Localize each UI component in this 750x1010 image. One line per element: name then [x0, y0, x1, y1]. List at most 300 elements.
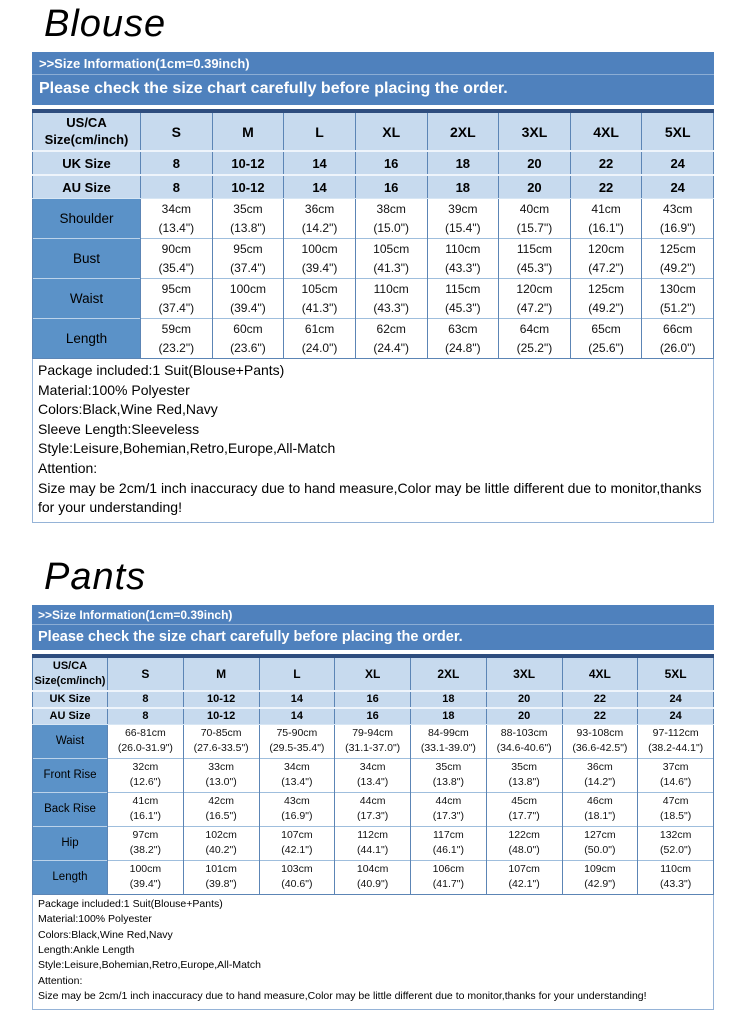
value-inch: (14.6") — [660, 776, 692, 789]
size-column-header: 5XL — [642, 111, 714, 151]
measurement-value-cell — [355, 319, 427, 359]
value-inch: (17.3") — [432, 810, 464, 823]
value-cm: 125cm — [588, 281, 625, 296]
conversion-value-cell: 16 — [335, 708, 411, 725]
value-inch: (17.3") — [357, 810, 389, 823]
size-column-header: S — [108, 656, 184, 691]
value-inch: (38.2-44.1") — [648, 742, 704, 755]
blouse-size-info-label: >>Size Information(1cm=0.39inch) — [32, 52, 714, 75]
measurement-value-cell — [486, 758, 562, 792]
measurement-value-cell — [499, 319, 571, 359]
value-cm: 41cm — [591, 201, 621, 216]
value-cm: 35cm — [233, 201, 263, 216]
value-cm: 97-112cm — [652, 726, 699, 739]
value-cm: 59cm — [161, 321, 191, 336]
value-inch: (33.1-39.0") — [420, 742, 476, 755]
value-cm: 100cm — [301, 241, 338, 256]
measurement-value-cell — [259, 792, 335, 826]
conversion-value-cell: 10-12 — [212, 175, 284, 199]
value-cm: 115cm — [445, 281, 481, 296]
conversion-value-cell: 16 — [355, 151, 427, 175]
measurement-row — [33, 199, 714, 239]
value-inch: (40.6") — [281, 878, 313, 891]
value-cm: 125cm — [659, 241, 696, 256]
conversion-row-label: AU Size — [33, 175, 141, 199]
value-inch: (47.2") — [588, 260, 624, 275]
value-inch: (29.5-35.4") — [269, 742, 325, 755]
header-row — [33, 111, 714, 151]
value-inch: (40.2") — [205, 844, 237, 857]
corner-header-line2: Size(cm/inch) — [44, 131, 129, 147]
conversion-value-cell: 18 — [427, 151, 499, 175]
value-cm: 35cm — [435, 760, 462, 773]
value-inch: (15.4") — [445, 220, 481, 235]
value-cm: 41cm — [132, 794, 159, 807]
value-cm: 105cm — [301, 281, 338, 296]
conversion-value-cell: 14 — [284, 175, 356, 199]
value-cm: 120cm — [588, 241, 625, 256]
measurement-value-cell — [335, 758, 411, 792]
size-column-header: 3XL — [486, 656, 562, 691]
info-line: Colors:Black,Wine Red,Navy — [38, 401, 218, 418]
measurement-value-cell — [562, 860, 638, 894]
info-line: Package included:1 Suit(Blouse+Pants) — [38, 897, 223, 910]
measurement-value-cell — [212, 279, 284, 319]
value-inch: (15.7") — [516, 220, 553, 235]
conversion-value-cell: 20 — [499, 151, 571, 175]
conversion-value-cell: 8 — [108, 691, 184, 708]
measurement-value-cell — [638, 724, 714, 758]
value-inch: (24.4") — [373, 340, 409, 355]
measurement-value-cell — [499, 279, 571, 319]
conversion-value-cell: 16 — [335, 691, 411, 708]
corner-header-line1: US/CA — [52, 660, 88, 673]
value-cm: 45cm — [511, 794, 537, 807]
measurement-value-cell — [642, 319, 714, 359]
measurement-value-cell — [638, 758, 714, 792]
value-inch: (16.9") — [659, 220, 696, 235]
measurement-row-label: Waist — [33, 724, 108, 758]
measurement-value-cell — [562, 826, 638, 860]
value-cm: 42cm — [208, 794, 234, 807]
value-cm: 34cm — [284, 760, 310, 773]
measurement-row-label: Length — [33, 319, 141, 359]
value-cm: 106cm — [432, 862, 465, 875]
value-cm: 100cm — [129, 862, 162, 875]
measurement-value-cell — [411, 724, 487, 758]
measurement-row — [33, 758, 714, 792]
value-cm: 122cm — [508, 828, 540, 841]
value-cm: 63cm — [448, 321, 478, 336]
value-cm: 110cm — [660, 862, 691, 875]
measurement-value-cell — [284, 239, 356, 279]
size-conversion-row — [33, 175, 714, 199]
measurement-row-label: Waist — [33, 279, 141, 319]
measurement-value-cell — [427, 319, 499, 359]
value-inch: (50.0") — [584, 844, 616, 857]
pants-notice-text: Please check the size chart carefully before placing the order. — [38, 628, 463, 645]
value-cm: 104cm — [356, 862, 389, 875]
size-column-header: L — [259, 656, 335, 691]
value-cm: 112cm — [357, 828, 388, 841]
value-cm: 44cm — [435, 794, 462, 807]
corner-header-cell — [33, 111, 141, 151]
measurement-value-cell — [284, 279, 356, 319]
value-inch: (42.9") — [584, 878, 616, 891]
measurement-value-cell — [486, 724, 562, 758]
value-inch: (13.4") — [158, 220, 195, 235]
conversion-value-cell: 8 — [141, 151, 213, 175]
measurement-value-cell — [183, 724, 259, 758]
value-inch: (15.0") — [373, 220, 409, 235]
measurement-value-cell — [108, 724, 184, 758]
value-inch: (37.4") — [230, 260, 266, 275]
value-cm: 79-94cm — [352, 726, 394, 739]
value-inch: (44.1") — [357, 844, 389, 857]
measurement-value-cell — [335, 724, 411, 758]
value-cm: 115cm — [516, 241, 552, 256]
measurement-value-cell — [570, 239, 642, 279]
measurement-value-cell — [411, 792, 487, 826]
info-line: Sleeve Length:Sleeveless — [38, 420, 200, 437]
conversion-value-cell: 10-12 — [212, 151, 284, 175]
measurement-value-cell — [638, 826, 714, 860]
value-cm: 127cm — [584, 828, 616, 841]
size-column-header: 2XL — [427, 111, 499, 151]
blouse-title: Blouse — [44, 3, 167, 45]
measurement-value-cell — [562, 792, 638, 826]
measurement-value-cell — [355, 199, 427, 239]
conversion-row-label: UK Size — [33, 151, 141, 175]
value-inch: (16.1") — [588, 220, 624, 235]
value-inch: (25.6") — [588, 340, 624, 355]
measurement-value-cell — [212, 319, 284, 359]
value-cm: 117cm — [433, 828, 464, 841]
value-cm: 95cm — [233, 241, 263, 256]
value-cm: 62cm — [376, 321, 406, 336]
measurement-value-cell — [355, 239, 427, 279]
value-cm: 43cm — [284, 794, 310, 807]
size-column-header: 4XL — [562, 656, 638, 691]
pants-size-info-banner — [32, 605, 714, 650]
measurement-value-cell — [411, 826, 487, 860]
value-inch: (39.4") — [301, 260, 338, 275]
measurement-value-cell — [259, 860, 335, 894]
pants-size-info-label: >>Size Information(1cm=0.39inch) — [32, 605, 714, 625]
measurement-value-cell — [411, 758, 487, 792]
info-line: Material:100% Polyester — [38, 913, 152, 926]
value-cm: 34cm — [161, 201, 191, 216]
value-inch: (45.3") — [445, 300, 481, 315]
info-line: Colors:Black,Wine Red,Navy — [38, 928, 173, 941]
value-cm: 90cm — [161, 241, 191, 256]
measurement-row — [33, 826, 714, 860]
value-inch: (42.1") — [508, 878, 540, 891]
conversion-value-cell: 18 — [427, 175, 499, 199]
measurement-value-cell — [411, 860, 487, 894]
measurement-value-cell — [355, 279, 427, 319]
value-inch: (35.4") — [158, 260, 195, 275]
value-cm: 120cm — [516, 281, 553, 296]
conversion-value-cell: 20 — [486, 691, 562, 708]
conversion-value-cell: 14 — [284, 151, 356, 175]
value-cm: 61cm — [304, 321, 335, 336]
value-cm: 84-99cm — [427, 726, 469, 739]
measurement-value-cell — [108, 860, 184, 894]
pants-size-table — [32, 654, 714, 895]
measurement-row — [33, 860, 714, 894]
info-line: Attention: — [38, 974, 83, 987]
value-inch: (14.2") — [301, 220, 338, 235]
blouse-size-table — [32, 109, 714, 359]
conversion-value-cell: 20 — [499, 175, 571, 199]
value-cm: 46cm — [587, 794, 613, 807]
value-cm: 105cm — [373, 241, 410, 256]
value-cm: 88-103cm — [500, 726, 548, 739]
pants-section — [0, 555, 750, 1010]
value-cm: 102cm — [205, 828, 237, 841]
value-cm: 100cm — [229, 281, 266, 296]
value-inch: (18.1") — [584, 810, 616, 823]
measurement-value-cell — [212, 239, 284, 279]
size-column-header: 2XL — [411, 656, 487, 691]
size-column-header: L — [284, 111, 356, 151]
value-inch: (38.2") — [129, 844, 161, 857]
value-inch: (43.3") — [660, 878, 692, 891]
measurement-row — [33, 724, 714, 758]
measurement-value-cell — [427, 199, 499, 239]
info-line: Material:100% Polyester — [38, 381, 190, 398]
conversion-value-cell: 10-12 — [183, 708, 259, 725]
value-cm: 66-81cm — [124, 726, 166, 739]
measurement-row-label: Shoulder — [33, 199, 141, 239]
value-inch: (18.5") — [660, 810, 692, 823]
measurement-value-cell — [141, 199, 213, 239]
measurement-row — [33, 792, 714, 826]
value-inch: (49.2") — [659, 260, 696, 275]
measurement-value-cell — [486, 792, 562, 826]
value-inch: (12.6") — [129, 776, 161, 789]
measurement-value-cell — [642, 199, 714, 239]
value-inch: (45.3") — [516, 260, 553, 275]
value-cm: 37cm — [662, 760, 689, 773]
size-column-header: 4XL — [570, 111, 642, 151]
conversion-value-cell: 24 — [638, 691, 714, 708]
measurement-value-cell — [108, 792, 184, 826]
measurement-value-cell — [259, 724, 335, 758]
measurement-row-label: Back Rise — [33, 792, 108, 826]
value-inch: (43.3") — [445, 260, 481, 275]
value-inch: (41.3") — [373, 260, 409, 275]
value-inch: (16.9") — [281, 810, 313, 823]
value-cm: 60cm — [233, 321, 263, 336]
value-inch: (39.8") — [205, 878, 237, 891]
conversion-value-cell: 18 — [411, 691, 487, 708]
value-cm: 65cm — [591, 321, 621, 336]
value-cm: 36cm — [587, 760, 613, 773]
measurement-value-cell — [335, 826, 411, 860]
value-inch: (51.2") — [659, 300, 696, 315]
conversion-value-cell: 18 — [411, 708, 487, 725]
measurement-value-cell — [284, 199, 356, 239]
value-cm: 75-90cm — [276, 726, 318, 739]
measurement-value-cell — [259, 826, 335, 860]
pants-title: Pants — [44, 555, 147, 598]
value-cm: 107cm — [281, 828, 313, 841]
measurement-value-cell — [335, 860, 411, 894]
measurement-row — [33, 279, 714, 319]
conversion-value-cell: 22 — [570, 151, 642, 175]
conversion-value-cell: 16 — [355, 175, 427, 199]
measurement-value-cell — [642, 239, 714, 279]
measurement-value-cell — [141, 319, 213, 359]
value-cm: 33cm — [208, 760, 234, 773]
value-inch: (39.4") — [230, 300, 266, 315]
size-conversion-row — [33, 708, 714, 725]
value-inch: (47.2") — [516, 300, 553, 315]
corner-header-line1: US/CA — [66, 114, 107, 130]
info-line: Package included:1 Suit(Blouse+Pants) — [38, 362, 285, 378]
conversion-value-cell: 20 — [486, 708, 562, 725]
value-inch: (16.5") — [205, 810, 237, 823]
header-row — [33, 656, 714, 691]
value-cm: 35cm — [511, 760, 537, 773]
value-inch: (41.7") — [432, 878, 464, 891]
value-inch: (24.0") — [301, 340, 338, 355]
value-inch: (34.6-40.6") — [496, 742, 552, 755]
measurement-value-cell — [499, 199, 571, 239]
info-line: Attention: — [38, 459, 98, 476]
size-column-header: 3XL — [499, 111, 571, 151]
value-inch: (37.4") — [158, 300, 195, 315]
info-line: Size may be 2cm/1 inch inaccuracy due to hand measure,Color may be little different due to monitor,thanks for your understanding! — [38, 479, 702, 516]
measurement-value-cell — [183, 758, 259, 792]
value-cm: 103cm — [281, 862, 313, 875]
blouse-notice-text: Please check the size chart carefully before placing the order. — [39, 80, 508, 97]
size-column-header: M — [183, 656, 259, 691]
value-inch: (13.0") — [205, 776, 237, 789]
size-conversion-row — [33, 691, 714, 708]
size-column-header: M — [212, 111, 284, 151]
measurement-value-cell — [335, 792, 411, 826]
conversion-row-label: AU Size — [33, 708, 108, 725]
conversion-value-cell: 14 — [259, 691, 335, 708]
blouse-section — [0, 2, 750, 523]
measurement-value-cell — [108, 758, 184, 792]
measurement-row-label: Hip — [33, 826, 108, 860]
value-inch: (13.8") — [508, 776, 540, 789]
measurement-value-cell — [570, 279, 642, 319]
conversion-value-cell: 24 — [642, 175, 714, 199]
measurement-value-cell — [499, 239, 571, 279]
value-cm: 44cm — [359, 794, 386, 807]
corner-header-line2: Size(cm/inch) — [34, 674, 106, 687]
measurement-value-cell — [562, 758, 638, 792]
measurement-value-cell — [183, 826, 259, 860]
value-cm: 64cm — [519, 321, 550, 336]
measurement-value-cell — [183, 792, 259, 826]
value-inch: (24.8") — [445, 340, 481, 355]
conversion-value-cell: 10-12 — [183, 691, 259, 708]
measurement-value-cell — [141, 239, 213, 279]
measurement-value-cell — [427, 239, 499, 279]
measurement-row-label: Bust — [33, 239, 141, 279]
value-cm: 132cm — [659, 828, 692, 841]
measurement-value-cell — [284, 319, 356, 359]
value-inch: (52.0") — [660, 844, 692, 857]
value-inch: (40.9") — [357, 878, 389, 891]
corner-header-cell — [33, 656, 108, 691]
value-cm: 32cm — [132, 760, 159, 773]
measurement-row-label: Length — [33, 860, 108, 894]
value-inch: (49.2") — [588, 300, 624, 315]
size-column-header: S — [141, 111, 213, 151]
measurement-value-cell — [108, 826, 184, 860]
measurement-value-cell — [183, 860, 259, 894]
measurement-value-cell — [427, 279, 499, 319]
value-cm: 34cm — [359, 760, 386, 773]
value-inch: (17.7") — [508, 810, 540, 823]
value-inch: (23.6") — [230, 340, 266, 355]
conversion-value-cell: 8 — [141, 175, 213, 199]
value-inch: (48.0") — [508, 844, 540, 857]
value-cm: 43cm — [663, 201, 693, 216]
measurement-value-cell — [212, 199, 284, 239]
value-cm: 101cm — [205, 862, 237, 875]
measurement-value-cell — [141, 279, 213, 319]
measurement-value-cell — [570, 319, 642, 359]
measurement-value-cell — [259, 758, 335, 792]
value-inch: (25.2") — [516, 340, 553, 355]
value-inch: (27.6-33.5") — [193, 742, 249, 755]
value-inch: (14.2") — [584, 776, 616, 789]
value-cm: 39cm — [448, 201, 478, 216]
value-cm: 130cm — [659, 281, 696, 296]
info-line: Style:Leisure,Bohemian,Retro,Europe,All-Match — [38, 440, 336, 457]
pants-product-info — [32, 895, 714, 1010]
conversion-value-cell: 22 — [562, 691, 638, 708]
conversion-value-cell: 8 — [108, 708, 184, 725]
value-cm: 36cm — [304, 201, 335, 216]
value-inch: (31.1-37.0") — [345, 742, 401, 755]
measurement-value-cell — [638, 792, 714, 826]
value-inch: (39.4") — [129, 878, 161, 891]
info-line: Style:Leisure,Bohemian,Retro,Europe,All-Match — [38, 959, 261, 972]
conversion-value-cell: 22 — [570, 175, 642, 199]
measurement-value-cell — [638, 860, 714, 894]
value-cm: 107cm — [508, 862, 540, 875]
value-cm: 38cm — [376, 201, 406, 216]
conversion-value-cell: 24 — [642, 151, 714, 175]
conversion-value-cell: 24 — [638, 708, 714, 725]
value-inch: (36.6-42.5") — [572, 742, 628, 755]
measurement-row-label: Front Rise — [33, 758, 108, 792]
value-inch: (13.4") — [281, 776, 313, 789]
value-inch: (43.3") — [373, 300, 409, 315]
measurement-value-cell — [486, 860, 562, 894]
value-cm: 97cm — [132, 828, 159, 841]
measurement-value-cell — [562, 724, 638, 758]
measurement-value-cell — [570, 199, 642, 239]
value-inch: (41.3") — [301, 300, 338, 315]
size-column-header: XL — [335, 656, 411, 691]
value-cm: 109cm — [584, 862, 616, 875]
value-cm: 47cm — [662, 794, 689, 807]
value-inch: (26.0-31.9") — [117, 742, 173, 755]
measurement-row — [33, 239, 714, 279]
size-column-header: XL — [355, 111, 427, 151]
value-inch: (23.2") — [158, 340, 195, 355]
